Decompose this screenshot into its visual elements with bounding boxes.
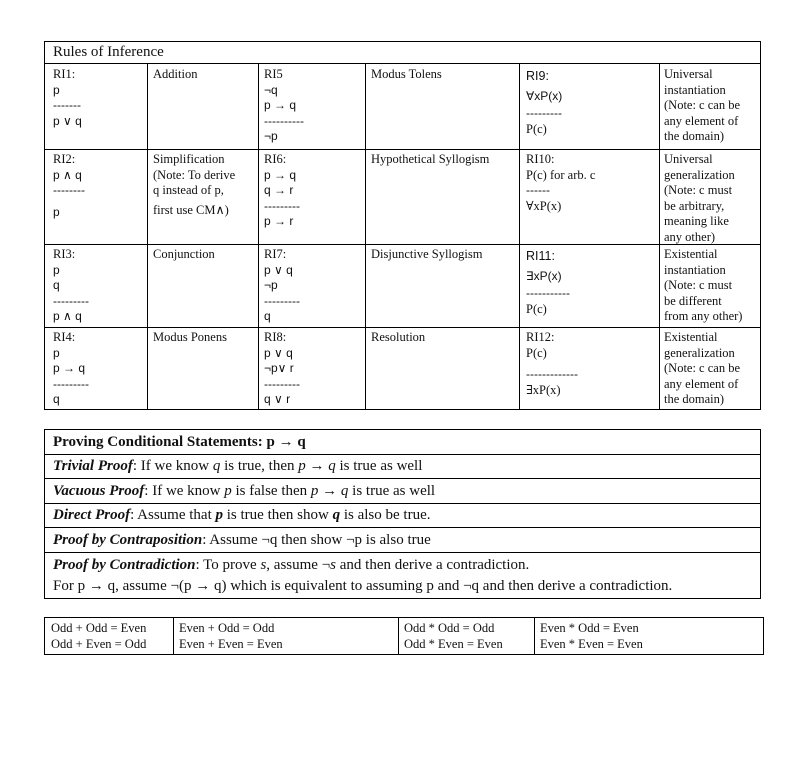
- rule-id: RI5: [264, 67, 283, 81]
- note-line: (Note: c must: [664, 183, 733, 197]
- proof-var: p → q: [310, 483, 349, 499]
- proof-text: is also be true.: [340, 507, 431, 523]
- row-divider: [45, 244, 760, 245]
- rule-cell-ri1: [53, 67, 145, 129]
- rule-note-cell: [664, 67, 760, 145]
- premise: P(c): [526, 345, 547, 360]
- rule-id: RI3:: [53, 247, 76, 261]
- rule-name-cell: [371, 330, 517, 346]
- note-line: first use CM∧): [153, 202, 229, 217]
- note-line: generalization: [664, 345, 735, 360]
- contradiction-proof-row: [45, 553, 760, 598]
- separator: ----------: [264, 113, 304, 128]
- proof-table-title: Proving Conditional Statements: p → q: [53, 434, 306, 450]
- rule-id: RI11:: [526, 249, 555, 263]
- note-line: Existential: [664, 247, 718, 261]
- parity-rule: Odd * Even = Even: [404, 637, 503, 651]
- rule-cell-ri7: [264, 247, 364, 325]
- separator: --------: [53, 183, 85, 197]
- contradiction-detail: For p → q, assume ¬(p → q) which is equivalent to assuming p and ¬q and then derive a contradiction.: [53, 578, 673, 594]
- col-divider: [365, 63, 366, 409]
- conclusion: ∃xP(x): [526, 382, 561, 397]
- separator: ---------: [264, 198, 300, 213]
- rule-name: Modus Tolens: [371, 67, 442, 81]
- rule-name-cell: [153, 330, 257, 346]
- proof-term: Vacuous Proof: [53, 483, 145, 499]
- rule-cell-ri11: [526, 249, 656, 317]
- note-line: Universal: [664, 67, 713, 81]
- proof-var: q: [212, 458, 221, 474]
- premise: p ∨ q: [264, 345, 293, 360]
- direct-proof-row: [45, 504, 760, 528]
- rule-name: Resolution: [371, 330, 426, 344]
- note-line: the domain): [664, 392, 725, 406]
- conclusion: p ∨ q: [53, 113, 82, 128]
- table-title: Rules of Inference: [53, 44, 164, 60]
- proof-text: , assume ¬: [266, 557, 331, 573]
- rule-name-cell: [153, 67, 257, 83]
- rule-cell-ri5: [264, 67, 364, 145]
- note-line: be different: [664, 293, 722, 308]
- proof-text: is true then show: [223, 507, 333, 523]
- parity-rule: Odd + Odd = Even: [51, 621, 147, 635]
- rule-name: Disjunctive Syllogism: [371, 247, 483, 261]
- trivial-proof-row: [45, 455, 760, 479]
- parity-rule: Odd + Even = Odd: [51, 637, 147, 651]
- parity-cell-addition-even: [173, 618, 398, 654]
- rule-cell-ri12: [526, 330, 656, 398]
- rule-cell-ri9: [526, 69, 656, 137]
- proof-text: : To prove: [195, 557, 261, 573]
- parity-cell-addition-odd: [45, 618, 173, 654]
- rule-id: RI6:: [264, 152, 287, 166]
- proof-var: p → q: [298, 458, 336, 474]
- row-divider: [45, 149, 760, 150]
- note-line: meaning like: [664, 214, 729, 228]
- premise: q: [53, 278, 60, 292]
- proof-text: : Assume that: [130, 507, 216, 523]
- conclusion: P(c): [526, 121, 547, 136]
- conclusion: ∀xP(x): [526, 198, 562, 213]
- parity-rule: Even + Even = Even: [179, 637, 283, 651]
- note-line: (Note: To derive: [153, 167, 236, 182]
- proof-term: Proof by Contradiction: [53, 557, 196, 573]
- rule-id: RI2:: [53, 152, 76, 166]
- note-line: any other): [664, 229, 716, 244]
- separator: ---------: [53, 376, 89, 391]
- note-line: the domain): [664, 129, 725, 143]
- note-line: (Note: c can be: [664, 361, 741, 375]
- premise: ∃xP(x): [526, 268, 562, 283]
- premise: p ∨ q: [264, 262, 293, 277]
- proof-var: p: [215, 507, 223, 523]
- note-line: instantiation: [664, 82, 726, 97]
- premise: ∀xP(x): [526, 88, 563, 103]
- rule-cell-ri10: [526, 152, 656, 214]
- proof-var: q: [332, 507, 341, 523]
- note-line: (Note: c must: [664, 278, 733, 292]
- parity-rule: Even * Even = Even: [540, 637, 643, 651]
- rule-name-cell: [153, 247, 257, 263]
- rule-cell-ri2: [53, 152, 145, 220]
- conclusion: p: [53, 204, 60, 219]
- proof-text: is true as well: [335, 458, 423, 474]
- rules-of-inference-table: [44, 41, 761, 410]
- rule-id: RI8:: [264, 330, 287, 344]
- rule-name-cell: [371, 67, 517, 83]
- proof-var: p: [224, 483, 232, 499]
- separator: ---------: [264, 376, 300, 391]
- conclusion: q ∨ r: [264, 392, 291, 406]
- proof-term: Proof by Contraposition: [53, 532, 203, 548]
- separator: ---------: [526, 106, 562, 120]
- rule-cell-ri6: [264, 152, 364, 230]
- parity-rules-table: [44, 617, 764, 655]
- rule-id: RI1:: [53, 67, 76, 81]
- separator: -----------: [526, 286, 570, 300]
- parity-rule: Even + Odd = Odd: [179, 621, 275, 635]
- col-divider: [147, 63, 148, 409]
- note-line: be arbitrary,: [664, 198, 725, 213]
- proof-text: is true, then: [220, 458, 299, 474]
- rule-id: RI12:: [526, 330, 555, 344]
- separator: -------: [53, 98, 81, 112]
- proof-var: s: [330, 557, 336, 573]
- note-line: Universal: [664, 152, 713, 166]
- premise: p ∧ q: [53, 167, 82, 182]
- row-divider: [45, 63, 760, 64]
- note-line: q instead of p,: [153, 183, 224, 197]
- premise: p → q: [53, 361, 86, 375]
- note-line: any element of: [664, 113, 739, 128]
- rule-note-cell: [664, 330, 760, 408]
- parity-rule: Odd * Odd = Odd: [404, 621, 495, 635]
- proof-term: Direct Proof: [53, 507, 131, 523]
- note-line: any element of: [664, 376, 739, 391]
- rule-cell-ri4: [53, 330, 145, 408]
- rule-id: RI9:: [526, 69, 549, 83]
- rule-name-cell: [371, 247, 517, 263]
- proof-text: : If we know: [144, 483, 225, 499]
- parity-cell-multiplication-even: [534, 618, 763, 654]
- premise: P(c) for arb. c: [526, 167, 596, 182]
- proof-text: is true as well: [348, 483, 436, 499]
- note-line: instantiation: [664, 262, 726, 277]
- rule-name: Simplification: [153, 152, 225, 166]
- conclusion: q: [53, 392, 60, 406]
- proof-text: is false then: [231, 483, 311, 499]
- conclusion: p ∧ q: [53, 309, 82, 323]
- rule-cell-ri8: [264, 330, 364, 408]
- premise: ¬q: [264, 82, 278, 97]
- proof-table-header: [45, 430, 760, 455]
- premise: p: [53, 345, 60, 360]
- premise: p → q: [264, 167, 297, 182]
- contraposition-proof-row: [45, 528, 760, 553]
- proof-text: and then derive a contradiction.: [336, 557, 530, 573]
- note-line: Existential: [664, 330, 718, 344]
- rule-name: Modus Ponens: [153, 330, 227, 344]
- rule-id: RI10:: [526, 152, 555, 166]
- vacuous-proof-row: [45, 479, 760, 504]
- conclusion: P(c): [526, 301, 547, 316]
- premise: p: [53, 82, 60, 97]
- rule-cell-ri3: [53, 247, 145, 325]
- rule-id: RI7:: [264, 247, 287, 261]
- conclusion: ¬p: [264, 129, 278, 143]
- separator: ---------: [53, 293, 89, 308]
- proof-term: Trivial Proof: [53, 458, 133, 474]
- conclusion: q: [264, 309, 271, 323]
- conclusion: p → r: [264, 214, 294, 228]
- separator: ---------: [264, 293, 300, 308]
- note-line: generalization: [664, 167, 735, 182]
- premise: ¬p∨ r: [264, 361, 294, 375]
- rule-name-cell: [153, 152, 257, 218]
- col-divider: [519, 63, 520, 409]
- rule-name: Addition: [153, 67, 198, 81]
- premise: q → r: [264, 183, 294, 197]
- proof-text: : Assume ¬q then show ¬p is also true: [202, 532, 431, 548]
- rule-note-cell: [664, 247, 760, 325]
- premise: p → q: [264, 98, 297, 112]
- separator: -------------: [526, 367, 578, 381]
- note-line: (Note: c can be: [664, 98, 741, 112]
- note-line: from any other): [664, 309, 743, 323]
- rule-name: Hypothetical Syllogism: [371, 152, 490, 166]
- col-divider: [659, 63, 660, 409]
- separator: ------: [526, 183, 550, 197]
- rule-name-cell: [371, 152, 517, 168]
- proof-var: s: [260, 557, 267, 573]
- premise: p: [53, 262, 60, 277]
- rule-note-cell: [664, 152, 760, 245]
- proving-conditional-statements-table: [44, 429, 761, 599]
- proof-text: : If we know: [132, 458, 213, 474]
- rule-id: RI4:: [53, 330, 76, 344]
- parity-cell-multiplication-odd: [398, 618, 534, 654]
- premise: ¬p: [264, 278, 278, 292]
- parity-rule: Even * Odd = Even: [540, 621, 639, 635]
- col-divider: [258, 63, 259, 409]
- row-divider: [45, 327, 760, 328]
- rule-name: Conjunction: [153, 247, 215, 261]
